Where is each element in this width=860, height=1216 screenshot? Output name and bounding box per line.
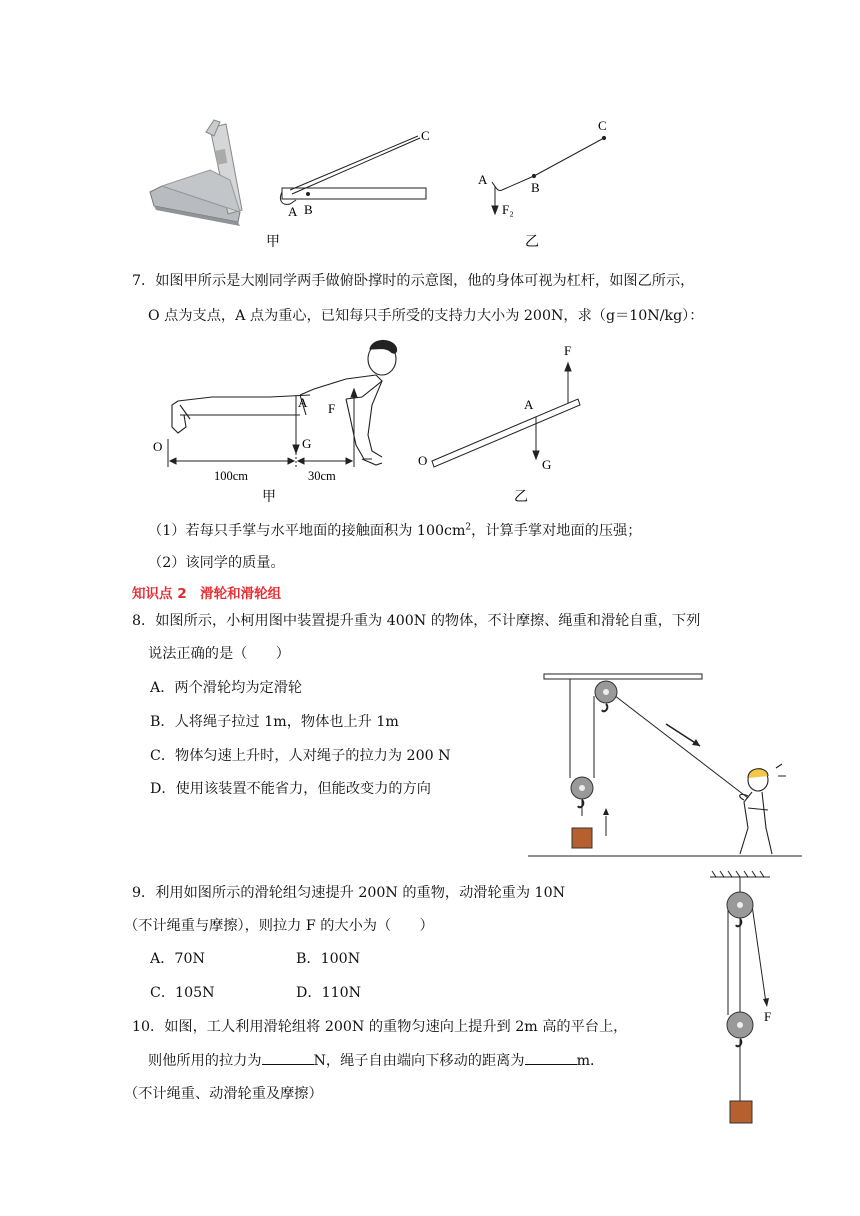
section-heading: 知识点 2 滑轮和滑轮组 bbox=[132, 586, 282, 602]
q7-line2: O 点为支点，A 点为重心，已知每只手所受的支持力大小为 200N，求（g＝10N/kg）： bbox=[148, 308, 704, 324]
q8-option-c: C．物体匀速上升时，人对绳子的拉力为 200 N bbox=[150, 748, 451, 764]
q10-line2-mid: N，绳子自由端向下移动的距离为 bbox=[313, 1053, 525, 1070]
q10-blank-distance[interactable] bbox=[525, 1050, 577, 1065]
q8-weight-block bbox=[572, 828, 592, 848]
lever-yi-q7 bbox=[432, 363, 580, 467]
q8-option-b: B．人将绳子拉过 1m，物体也上升 1m bbox=[150, 714, 399, 730]
q9-stem2: （不计绳重与摩擦），则拉力 F 的大小为（ ） bbox=[124, 918, 434, 934]
q9-option-d: D．110N bbox=[296, 985, 362, 1001]
lever-drawing-jia bbox=[280, 136, 426, 204]
q9-option-a: A．70N bbox=[150, 951, 205, 967]
q8-option-d: D．使用该装置不能省力，但能改变力的方向 bbox=[150, 781, 431, 797]
q8-stem2: 说法正确的是（ ） bbox=[148, 646, 290, 662]
lever-label-O: O bbox=[418, 453, 428, 468]
q7-sub1-post: ，计算手掌对地面的压强； bbox=[471, 523, 642, 539]
caption-jia-q7: 甲 bbox=[262, 490, 276, 505]
pulley-fixed bbox=[595, 681, 617, 711]
q10-blank-force[interactable] bbox=[262, 1050, 314, 1065]
top-figure bbox=[140, 110, 630, 255]
label-A-yi: A bbox=[478, 172, 488, 187]
q10-line2 bbox=[148, 1050, 604, 1070]
q9-weight-block bbox=[730, 1101, 752, 1123]
label-B-jia: B bbox=[304, 202, 313, 217]
pushup-dist-100: 100cm bbox=[214, 469, 249, 483]
q10-line3: （不计绳重、动滑轮重及摩擦） bbox=[124, 1086, 323, 1102]
caption-jia-top: 甲 bbox=[266, 235, 280, 250]
pushup-person bbox=[172, 340, 397, 465]
device-photo bbox=[150, 120, 242, 226]
label-C-jia: C bbox=[421, 128, 430, 143]
q10-line2-post: m． bbox=[576, 1053, 605, 1070]
q9-option-c: C．105N bbox=[150, 985, 215, 1001]
q7-line1: 7．如图甲所示是大刚同学两手做俯卧撑时的示意图，他的身体可视为杠杆，如图乙所示， bbox=[132, 273, 695, 289]
pushup-label-O: O bbox=[153, 439, 163, 454]
q7-sub1 bbox=[148, 520, 641, 540]
label-B-yi: B bbox=[531, 180, 540, 195]
lever-label-G: G bbox=[542, 457, 552, 472]
q10-line2-pre: 则他所用的拉力为 bbox=[148, 1053, 262, 1070]
pushup-figure bbox=[150, 335, 570, 505]
ceiling-hatch bbox=[710, 871, 770, 877]
q9-stem1: 9．利用如图所示的滑轮组匀速提升 200N 的重物，动滑轮重为 10N bbox=[132, 885, 566, 901]
label-A-jia: A bbox=[288, 204, 298, 219]
pushup-label-A: A bbox=[298, 395, 308, 410]
label-C-yi: C bbox=[598, 118, 607, 133]
pulley-figure-q9 bbox=[700, 865, 790, 1135]
q10-line1: 10．如图，工人利用滑轮组将 200N 的重物匀速向上提升到 2m 高的平台上， bbox=[132, 1019, 628, 1035]
q8-option-a: A．两个滑轮均为定滑轮 bbox=[150, 680, 303, 696]
caption-yi-q7: 乙 bbox=[514, 490, 528, 505]
q9-label-F: F bbox=[764, 1009, 772, 1024]
pushup-label-F: F bbox=[328, 401, 336, 416]
q9-option-b: B．100N bbox=[296, 951, 361, 967]
q8-stem1: 8．如图所示，小柯用图中装置提升重为 400N 的物体，不计摩擦、绳重和滑轮自重，下列 bbox=[132, 613, 701, 629]
caption-yi-top: 乙 bbox=[525, 235, 539, 250]
pulley-figure-q8 bbox=[526, 668, 806, 863]
pushup-label-G: G bbox=[302, 436, 312, 451]
q7-sub1-sup: 2 bbox=[465, 522, 472, 533]
lever-label-A: A bbox=[524, 397, 534, 412]
q7-sub1-text: （1）若每只手掌与水平地面的接触面积为 100cm bbox=[148, 523, 466, 539]
lever-label-F: F bbox=[564, 343, 572, 358]
pushup-dist-30: 30cm bbox=[308, 469, 336, 483]
label-F2-yi: F₂ bbox=[502, 202, 514, 217]
q8-child bbox=[740, 764, 786, 854]
q7-sub2: （2）该同学的质量。 bbox=[148, 555, 285, 571]
